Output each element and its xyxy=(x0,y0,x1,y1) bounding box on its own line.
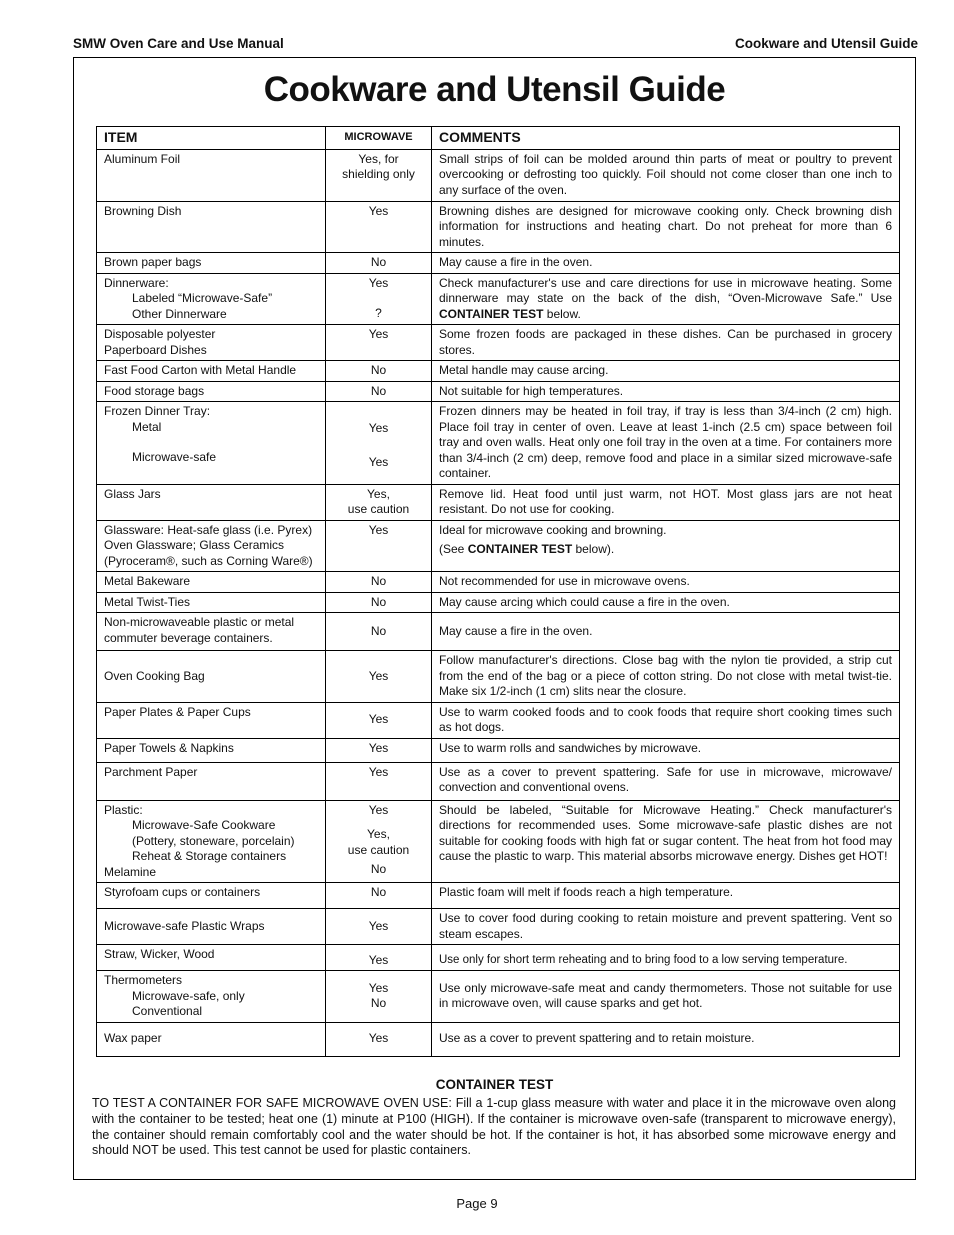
microwave-value: No xyxy=(370,594,387,609)
microwave-cell xyxy=(326,381,432,402)
microwave-cell xyxy=(326,738,432,762)
container-test-instructions: TO TEST A CONTAINER FOR SAFE MICROWAVE OVEN USE: Fill a 1-cup glass measure with water and place it in the microwave oven along with the container to be tested; heat one (1) minute at P100 (HIGH). If the container is microwave oven-safe (transparent to microwave energy), the container should remain comfortably cool and the water should be hot. If the container is hot, it has absorbed some microwave energy and should NOT be used. This test cannot be used for plastic containers. xyxy=(92,1096,896,1158)
comment-text: Follow manufacturer's directions. Close bag with the nylon tie provided, a strip cut from the end of the bag or a piece of cotton string. Do not close with metal twist-tie. Make six 1/2-inch (1 cm) slits near the closure. xyxy=(439,653,892,698)
microwave-value: No xyxy=(370,885,387,899)
comment-cell xyxy=(432,971,900,1023)
microwave-value: Yes xyxy=(368,1031,389,1046)
microwave-value: Yes, for shielding only xyxy=(342,151,415,181)
microwave-cell xyxy=(326,402,432,485)
item-cell xyxy=(97,971,326,1023)
comment-cell xyxy=(432,149,900,201)
microwave-value: No xyxy=(370,623,387,638)
item-line: Straw, Wicker, Wood xyxy=(104,947,215,961)
table-row xyxy=(97,149,900,201)
microwave-cell xyxy=(326,883,432,909)
comment-text: Use as a cover to prevent spattering. Safe for use in microwave, microwave/ convection and conventional ovens. xyxy=(439,764,892,794)
microwave-value: Yes xyxy=(368,740,389,755)
microwave-cell xyxy=(326,971,432,1023)
microwave-value: Yes, xyxy=(367,486,390,501)
item-line: Oven Cooking Bag xyxy=(104,668,205,683)
comment-text: Frozen dinners may be heated in foil tray, if tray is less than 3/4-inch (2 cm) high. Place foil tray in center of oven. Leave at least 1-inch (2.5 cm) space between foil tray and oven walls. Heat only one foil tray in the oven at a time. For containers more than 3/4-inch (2 cm) deep, remove food and place in a similar sized microwave-safe container. xyxy=(439,404,892,480)
item-cell xyxy=(97,1022,326,1056)
item-line: Frozen Dinner Tray: xyxy=(104,404,211,418)
comment-cell xyxy=(432,945,900,971)
comment-cell xyxy=(432,273,900,325)
item-line: Wax paper xyxy=(104,1031,162,1046)
table-row xyxy=(97,738,900,762)
item-cell xyxy=(97,945,326,971)
comment-text: Some frozen foods are packaged in these dishes. Can be purchased in grocery stores. xyxy=(439,327,892,357)
table-row xyxy=(97,800,900,883)
comment-cell xyxy=(432,572,900,593)
column-header-comments: COMMENTS xyxy=(432,127,900,150)
header-section-title: Cookware and Utensil Guide xyxy=(734,36,918,51)
table-header-row xyxy=(97,127,900,150)
microwave-cell xyxy=(326,1022,432,1056)
comment-cell xyxy=(432,361,900,382)
table-row xyxy=(97,971,900,1023)
item-cell xyxy=(97,762,326,800)
microwave-value: Yes xyxy=(368,918,389,933)
comment-text: Should be labeled, “Suitable for Microwave Heating.” Check manufacturer's directions for recommended uses. Some microwave-safe plastic dishes are not suitable for cooking foods with high fat or sugar content. The heat from hot food may cause the plastic to warp. This material absorbs microwave energy. Dishes get HOT! xyxy=(439,802,892,863)
microwave-value: use caution xyxy=(347,842,410,857)
comment-text: Not suitable for high temperatures. xyxy=(439,383,624,398)
item-cell xyxy=(97,273,326,325)
microwave-value: Yes xyxy=(368,421,389,435)
cookware-table xyxy=(96,126,900,1057)
comment-text: Browning dishes are designed for microwave cooking only. Check browning dish information for instructions and heating chart. Do not preheat for more than 6 minutes. xyxy=(439,203,892,249)
table-row xyxy=(97,253,900,274)
microwave-cell xyxy=(326,273,432,325)
item-cell xyxy=(97,381,326,402)
comment-text: Not recommended for use in microwave ovens. xyxy=(439,574,690,588)
table-row xyxy=(97,520,900,572)
microwave-cell xyxy=(326,201,432,253)
microwave-cell xyxy=(326,361,432,382)
microwave-value: Yes xyxy=(368,275,389,290)
item-cell xyxy=(97,253,326,274)
column-header-item: ITEM xyxy=(97,127,326,150)
microwave-value: No xyxy=(370,574,387,588)
comment-text: Remove lid. Heat food until just warm, not HOT. Most glass jars are not heat resistant. Do not use for cooking. xyxy=(439,486,892,516)
header-manual-title: SMW Oven Care and Use Manual xyxy=(73,36,284,51)
microwave-value: No xyxy=(370,363,387,377)
microwave-value: Yes xyxy=(368,764,389,779)
item-line: Oven Glassware; Glass Ceramics xyxy=(104,538,285,552)
item-subline: Other Dinnerware xyxy=(132,306,227,321)
microwave-cell xyxy=(326,702,432,738)
microwave-cell xyxy=(326,762,432,800)
microwave-cell xyxy=(326,651,432,703)
microwave-value: No xyxy=(370,996,387,1011)
comment-text: May cause a fire in the oven. xyxy=(439,255,593,269)
comment-text: Use to cover food during cooking to retain moisture and prevent spattering. Vent so steam escapes. xyxy=(439,911,892,941)
item-line: Metal Twist-Ties xyxy=(104,594,191,609)
microwave-cell xyxy=(326,484,432,520)
container-test-heading: CONTAINER TEST xyxy=(435,1077,554,1092)
microwave-cell xyxy=(326,253,432,274)
item-subline: Microwave-safe xyxy=(132,450,217,464)
comment-text: Metal handle may cause arcing. xyxy=(439,363,609,377)
comment-cell xyxy=(432,651,900,703)
item-line: Food storage bags xyxy=(104,383,205,398)
comment-text: Use as a cover to prevent spattering and to retain moisture. xyxy=(439,1031,755,1046)
comment-cell xyxy=(432,883,900,909)
microwave-cell xyxy=(326,572,432,593)
item-subline: (Pottery, stoneware, porcelain) xyxy=(132,833,295,848)
item-cell xyxy=(97,520,326,572)
item-line: Parchment Paper xyxy=(104,764,198,779)
comment-cell xyxy=(432,325,900,361)
comment-cell xyxy=(432,253,900,274)
microwave-cell xyxy=(326,945,432,971)
item-line: Browning Dish xyxy=(104,203,182,218)
comment-text: Use only for short term reheating and to bring food to a low serving temperature. xyxy=(439,953,848,966)
table-row xyxy=(97,381,900,402)
item-line: Paperboard Dishes xyxy=(104,342,207,357)
item-line: Paper Plates & Paper Cups xyxy=(104,704,251,719)
item-cell xyxy=(97,738,326,762)
comment-cell xyxy=(432,520,900,572)
comment-cell xyxy=(432,592,900,613)
microwave-value: use caution xyxy=(347,502,410,516)
microwave-cell xyxy=(326,149,432,201)
table-row xyxy=(97,592,900,613)
microwave-value: No xyxy=(370,862,387,876)
comment-text: Use only microwave-safe meat and candy thermometers. Those not suitable for use in microwave oven, will cause sparks and get hot. xyxy=(439,980,892,1011)
table-row xyxy=(97,361,900,382)
item-line: (Pyroceram®, such as Corning Ware®) xyxy=(104,553,313,568)
microwave-value: Yes xyxy=(368,522,389,537)
comment-text: Use to warm rolls and sandwiches by microwave. xyxy=(439,740,702,755)
comment-cell xyxy=(432,613,900,651)
microwave-value: Yes xyxy=(368,952,389,967)
item-line: Aluminum Foil xyxy=(104,151,181,166)
comment-cell xyxy=(432,800,900,883)
comment-cell xyxy=(432,762,900,800)
microwave-value: Yes xyxy=(368,980,389,995)
comment-text: Small strips of foil can be molded around thin parts of meat or poultry to prevent overcooking or defrosting too quickly. Foil should not come closer than one inch to any surface of the oven. xyxy=(439,151,892,197)
table-row xyxy=(97,484,900,520)
microwave-value: ? xyxy=(375,306,382,320)
container-test-reference: CONTAINER TEST xyxy=(467,542,573,556)
microwave-value: Yes xyxy=(368,712,389,727)
item-subline: Reheat & Storage containers xyxy=(132,849,287,863)
comment-text: Use to warm cooked foods and to cook foods that require short cooking times such as hot dogs. xyxy=(439,704,892,734)
item-line: Dinnerware: xyxy=(104,275,169,290)
item-subline: Labeled “Microwave-Safe” xyxy=(132,291,273,305)
comment-text: Ideal for microwave cooking and browning. xyxy=(439,522,667,537)
item-line: Plastic: xyxy=(104,802,143,817)
microwave-value: Yes xyxy=(368,802,389,817)
item-subline: Microwave-safe, only xyxy=(132,988,245,1003)
comment-cell xyxy=(432,201,900,253)
table-row xyxy=(97,651,900,703)
table-row xyxy=(97,613,900,651)
comment-cell xyxy=(432,402,900,485)
microwave-value: Yes xyxy=(368,668,389,683)
column-header-microwave: MICROWAVE xyxy=(326,127,432,150)
item-subline: Conventional xyxy=(132,1004,203,1018)
microwave-value: Yes xyxy=(368,203,389,218)
microwave-cell xyxy=(326,592,432,613)
item-cell xyxy=(97,484,326,520)
item-line: Metal Bakeware xyxy=(104,574,191,588)
item-cell xyxy=(97,909,326,945)
comment-text: below. xyxy=(546,306,581,321)
microwave-cell xyxy=(326,325,432,361)
container-test-reference: CONTAINER TEST xyxy=(439,306,544,321)
table-row xyxy=(97,883,900,909)
table-row xyxy=(97,945,900,971)
microwave-value: Yes, xyxy=(367,827,390,841)
page-number: Page 9 xyxy=(456,1196,498,1211)
item-line: Non-microwaveable plastic or metal commuter beverage containers. xyxy=(104,615,295,645)
item-line: Melamine xyxy=(104,864,157,879)
table-row xyxy=(97,325,900,361)
comment-cell xyxy=(432,738,900,762)
comment-cell xyxy=(432,1022,900,1056)
item-line: Disposable polyester xyxy=(104,327,216,341)
item-line: Glass Jars xyxy=(104,486,161,501)
item-cell xyxy=(97,361,326,382)
item-cell xyxy=(97,149,326,201)
comment-text: May cause arcing which could cause a fire in the oven. xyxy=(439,594,730,609)
table-row xyxy=(97,1022,900,1056)
item-cell xyxy=(97,325,326,361)
microwave-cell xyxy=(326,800,432,883)
microwave-cell xyxy=(326,613,432,651)
item-line: Thermometers xyxy=(104,973,183,987)
item-cell xyxy=(97,402,326,485)
comment-text: (See xyxy=(439,542,465,556)
item-line: Styrofoam cups or containers xyxy=(104,885,261,899)
item-cell xyxy=(97,613,326,651)
table-row xyxy=(97,572,900,593)
page-title: Cookware and Utensil Guide xyxy=(263,70,726,109)
table-row xyxy=(97,201,900,253)
item-line: Fast Food Carton with Metal Handle xyxy=(104,363,297,377)
item-cell xyxy=(97,651,326,703)
item-cell xyxy=(97,800,326,883)
table-row xyxy=(97,762,900,800)
microwave-value: Yes xyxy=(368,454,389,469)
item-cell xyxy=(97,592,326,613)
microwave-cell xyxy=(326,520,432,572)
table-row xyxy=(97,273,900,325)
item-line: Microwave-safe Plastic Wraps xyxy=(104,918,265,933)
comment-text: Check manufacturer's use and care directions for use in microwave heating. Some dinnerware may state on the back of the dish, “Oven-Microwave Safe.” Use xyxy=(439,275,892,305)
item-cell xyxy=(97,702,326,738)
comment-cell xyxy=(432,909,900,945)
comment-text: Plastic foam will melt if foods reach a high temperature. xyxy=(439,885,734,899)
comment-cell xyxy=(432,381,900,402)
item-subline: Metal xyxy=(132,419,162,434)
table-row xyxy=(97,702,900,738)
item-cell xyxy=(97,572,326,593)
comment-text: below). xyxy=(575,542,615,556)
item-line: Paper Towels & Napkins xyxy=(104,740,234,755)
table-row xyxy=(97,402,900,485)
item-subline: Microwave-Safe Cookware xyxy=(132,818,276,832)
item-cell xyxy=(97,201,326,253)
comment-cell xyxy=(432,702,900,738)
comment-cell xyxy=(432,484,900,520)
table-row xyxy=(97,909,900,945)
microwave-cell xyxy=(326,909,432,945)
comment-text: May cause a fire in the oven. xyxy=(439,623,593,638)
microwave-value: No xyxy=(370,255,387,269)
microwave-value: No xyxy=(370,383,387,398)
item-line: Glassware: Heat-safe glass (i.e. Pyrex) xyxy=(104,522,313,537)
item-cell xyxy=(97,883,326,909)
microwave-value: Yes xyxy=(368,327,389,341)
item-line: Brown paper bags xyxy=(104,255,202,269)
